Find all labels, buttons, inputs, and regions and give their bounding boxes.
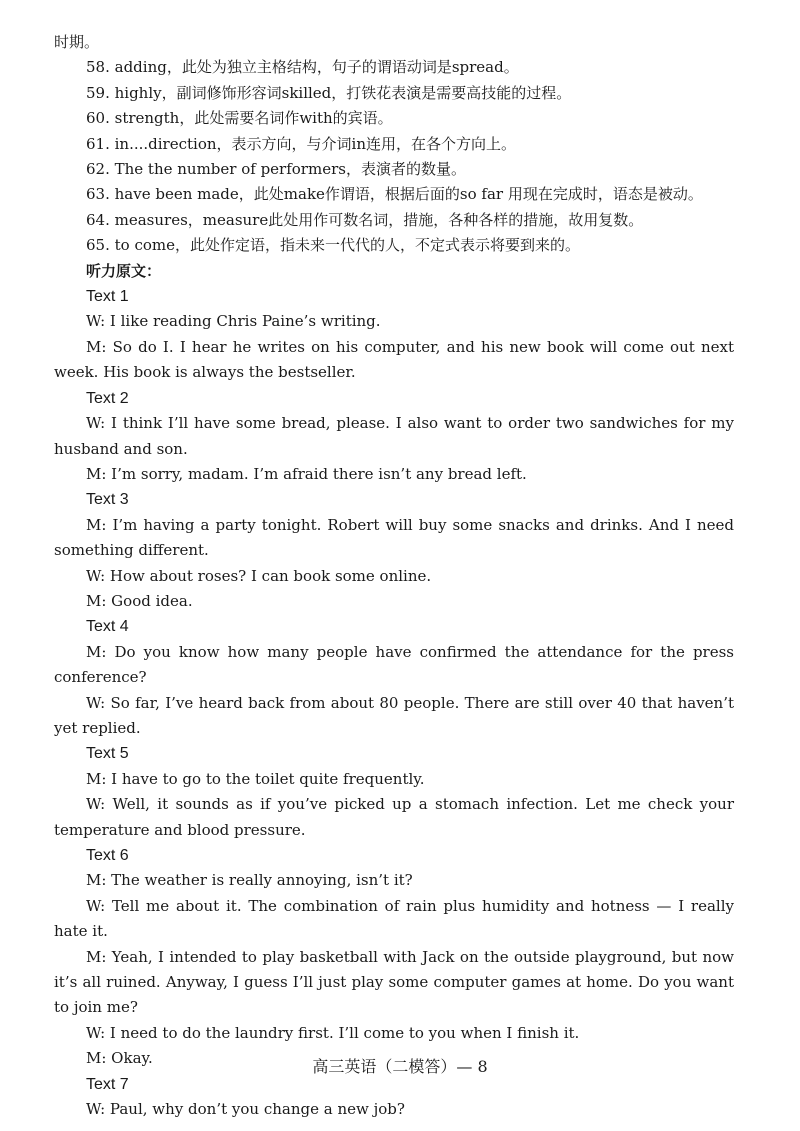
- dialogue-line: W: How about roses? I can book some online.: [86, 566, 432, 585]
- dialogue-line: W: I need to do the laundry first. I’ll come to you when I finish it.: [86, 1023, 580, 1042]
- dialogue-line: W: I like reading Chris Paine’s writing.: [86, 312, 381, 331]
- text-2-title: Text 2: [86, 389, 129, 407]
- answer-58: 58. adding，此处为独立主格结构，句子的谓语动词是spread。: [86, 58, 519, 77]
- dialogue-line: W: Tell me about it. The combination of rain plus humidity and hotness — I really hate it.: [54, 896, 734, 941]
- text-6-title: Text 6: [86, 847, 129, 864]
- dialogue-line: W: Paul, why don’t you change a new job?: [86, 1100, 405, 1119]
- dialogue-line: M: Good idea.: [86, 591, 193, 610]
- dialogue-line: M: I have to go to the toilet quite frequently.: [86, 769, 425, 788]
- text-4-title: Text 4: [86, 618, 129, 636]
- dialogue-line: W: So far, I’ve heard back from about 80 people. There are still over 40 that haven’t yet replied.: [54, 693, 734, 737]
- answer-64: 64. measures，measure此处用作可数名词，措施，各种各样的措施，故用复数。: [86, 210, 644, 229]
- answer-65: 65. to come，此处作定语，指未来一代代的人，不定式表示将要到来的。: [86, 236, 580, 255]
- dialogue-line: M: Okay.: [86, 1049, 153, 1068]
- transcript-heading: 听力原文：: [86, 261, 162, 280]
- continuation-text: 时期。: [54, 33, 100, 51]
- text-3-title: Text 3: [86, 491, 129, 509]
- text-5-section: [54, 741, 734, 843]
- answer-63: 63. have been made，此处make作谓语，根据后面的so far 用现在完成时，语态是被动。: [86, 185, 703, 204]
- text-7-title: Text 7: [86, 1075, 129, 1093]
- page-footer: 高三英语（二模答）— 8: [312, 1057, 488, 1076]
- dialogue-line: M: I’m sorry, madam. I’m afraid there isn’t any bread left.: [86, 464, 527, 483]
- dialogue-line: M: I’m having a party tonight. Robert will buy some snacks and drinks. And I need something different.: [54, 515, 734, 560]
- text-6-section: [54, 843, 734, 1072]
- dialogue-line: M: Yeah, I intended to play basketball with Jack on the outside playground, but now it’s all ruined. Anyway, I guess I’ll just play some computer games at home. Do you want to join me?: [54, 947, 734, 1017]
- dialogue-line: M: The weather is really annoying, isn’t it?: [86, 871, 413, 890]
- answer-62: 62. The the number of performers，表演者的数量。: [86, 160, 466, 179]
- dialogue-line: W: Well, it sounds as if you’ve picked up a stomach infection. Let me check your temperature and blood pressure.: [54, 795, 734, 839]
- answer-list: [54, 55, 734, 258]
- text-3-section: [54, 487, 734, 614]
- answer-59: 59. highly，副词修饰形容词skilled，打铁花表演是需要高技能的过程。: [86, 83, 572, 102]
- answer-61: 61. in....direction，表示方向，与介词in连用，在各个方向上。: [86, 134, 516, 153]
- dialogue-line: W: I think I’ll have some bread, please. I also want to order two sandwiches for my husband and son.: [54, 414, 734, 458]
- text-1-section: [54, 284, 734, 386]
- dialogue-line: M: Do you know how many people have confirmed the attendance for the press conference?: [54, 642, 734, 687]
- text-1-title: Text 1: [86, 288, 129, 306]
- text-5-title: Text 5: [86, 745, 129, 763]
- dialogue-line: M: So do I. I hear he writes on his computer, and his new book will come out next week. His book is always the bestseller.: [54, 337, 734, 382]
- page-content: [54, 30, 734, 1122]
- text-2-section: [54, 386, 734, 488]
- answer-60: 60. strength，此处需要名词作with的宾语。: [86, 109, 393, 128]
- text-7-section: [54, 1072, 734, 1123]
- text-4-section: [54, 614, 734, 741]
